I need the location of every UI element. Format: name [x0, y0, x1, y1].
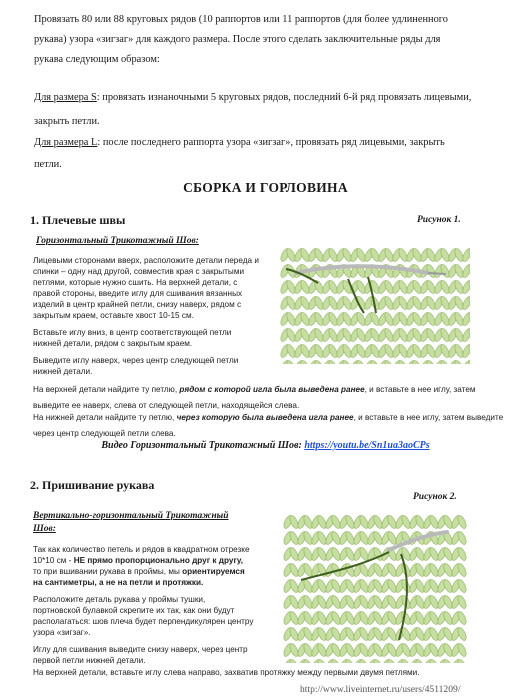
intro-line: Провязать 80 или 88 круговых рядов (10 раппортов или 11 раппортов (для более удлиненного — [34, 14, 448, 25]
size-l-text: петли. — [34, 159, 62, 170]
knitting-illustration — [281, 510, 467, 663]
intro-line: рукава) узора «зигзаг» для каждого размера. После этого сделать заключительные ряды для — [34, 34, 441, 45]
section1-subheading: Горизонтальный Трикотажный Шов: — [36, 236, 199, 246]
size-l-paragraph — [34, 133, 514, 175]
text: 10*10 см - — [33, 556, 74, 565]
figure1-image — [278, 243, 470, 364]
emphasis: на сантиметры, а не на петли и протяжки. — [33, 578, 204, 587]
text: выведите ее наверх, слева от следующей петли, находящейся слева. — [33, 401, 300, 410]
instruction-paragraph — [33, 355, 273, 377]
instruction-line: первой петли нижней детали. — [33, 656, 146, 665]
instruction-line: Лицевыми сторонами вверх, расположите детали переда и — [33, 256, 259, 265]
instruction-paragraph — [33, 594, 278, 638]
intro-line: рукава следующим образом: — [34, 54, 160, 65]
intro-paragraph — [34, 10, 514, 70]
size-s-label: Для размера S — [34, 92, 97, 103]
size-l-text: : после последнего раппорта узора «зигзаг», провязать ряд лицевыми, закрыть — [97, 137, 445, 148]
text: , и вставьте в нее иглу, затем — [364, 385, 476, 394]
emphasis: НЕ прямо пропорционально друг к другу, — [73, 556, 244, 565]
section1-heading: 1. Плечевые швы — [30, 213, 126, 227]
instruction-line: спинки – одну над другой, совместив края с закрытыми — [33, 267, 245, 276]
emphasis: ориентируемся — [182, 567, 245, 576]
instruction-paragraph — [33, 255, 273, 321]
section1-instructions — [33, 255, 273, 377]
section-title: СБОРКА И ГОРЛОВИНА — [183, 180, 348, 195]
instruction-line: располагаться: шов плеча будет перпендикулярен центру — [33, 617, 254, 626]
instruction-line: Расположите деталь рукава у проймы тушки, — [33, 595, 206, 604]
text: то при вшивании рукава в проймы, мы — [33, 567, 183, 576]
emphasis: рядом с которой игла была выведена ранее — [179, 385, 365, 394]
size-s-text: : провязать изнаночными 5 круговых рядов, последний 6-й ряд провязать лицевыми, — [96, 92, 472, 103]
video-link[interactable]: https://youtu.be/Sn1ua3aoCPs — [304, 440, 430, 451]
figure1-label: Рисунок 1. — [417, 215, 461, 225]
text: через центр следующей петли слева. — [33, 429, 176, 438]
section2-heading: 2. Пришивание рукава — [30, 478, 155, 492]
instruction-line: Выведите иглу наверх, через центр следующей петли — [33, 356, 239, 365]
video-line — [0, 440, 531, 451]
emphasis: через которую была выведена игла ранее — [176, 413, 354, 422]
text: На верхней детали найдите ту петлю, — [33, 385, 180, 394]
subheading-line: Вертикально-горизонтальный Трикотажный — [33, 511, 229, 521]
figure2-image — [281, 510, 467, 663]
instruction-paragraph — [33, 327, 273, 349]
section2-para4: На верхней детали, вставьте иглу слева направо, захватив протяжку между первыми двумя петлями. — [33, 668, 420, 677]
section2-instructions — [33, 544, 278, 666]
footer-url: http://www.liveinternet.ru/users/4511209/ — [300, 684, 461, 695]
size-l-label: Для размера L — [34, 137, 98, 148]
instruction-line: петлями, которые нужно сшить. На верхней детали, с — [33, 278, 238, 287]
instruction-line: портновской булавкой скрепите их так, как они будут — [33, 606, 235, 615]
knitting-illustration — [278, 243, 470, 364]
instruction-line: правой стороны, введите иглу для сшивания вязанных — [33, 289, 243, 298]
section1-para5 — [33, 410, 513, 442]
instruction-line: нижней детали, рядом с закрытым краем. — [33, 339, 193, 348]
instruction-line: Вставьте иглу вниз, в центр соответствующей петли — [33, 328, 232, 337]
instruction-paragraph — [33, 644, 278, 666]
text: На нижней детали найдите ту петлю, — [33, 413, 177, 422]
text: Так как количество петель и рядов в квадратном отрезке — [33, 545, 250, 554]
instruction-line: узора «зигзаг». — [33, 628, 91, 637]
instruction-line: нижней детали. — [33, 367, 93, 376]
size-s-text: закрыть петли. — [34, 116, 100, 127]
figure2-label: Рисунок 2. — [413, 492, 457, 502]
instruction-line: изделий в центр крайней петли, снизу наверх, рядом с — [33, 300, 242, 309]
instruction-line: Иглу для сшивания выведите снизу наверх, через центр — [33, 645, 248, 654]
size-s-paragraph — [34, 88, 514, 132]
subheading-line: Шов: — [33, 524, 56, 534]
section2-subheading — [33, 510, 229, 536]
instruction-line: закрытым краем, оставьте хвост 10-15 см. — [33, 311, 194, 320]
text: , и вставьте в нее иглу, затем выведите — [353, 413, 504, 422]
video-label: Видео Горизонтальный Трикотажный Шов: — [101, 440, 305, 451]
